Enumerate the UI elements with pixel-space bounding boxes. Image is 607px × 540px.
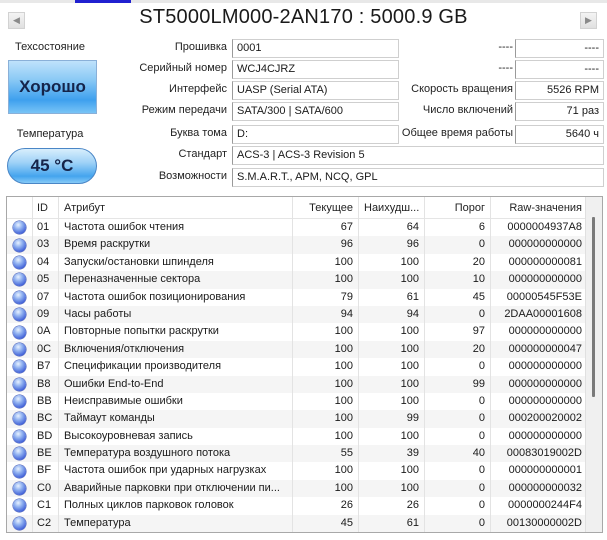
- attribute-cell: Температура: [59, 515, 293, 532]
- info-label: ----: [498, 62, 513, 74]
- status-cell: [7, 428, 33, 445]
- status-cell: [7, 236, 33, 253]
- threshold-cell: 20: [425, 341, 491, 358]
- info-value-field[interactable]: 5526 RPM: [515, 81, 604, 100]
- table-row[interactable]: [7, 289, 602, 306]
- status-good-circle-icon: [13, 378, 26, 391]
- status-cell: [7, 306, 33, 323]
- threshold-cell: 97: [425, 323, 491, 340]
- status-good-circle-icon: [13, 308, 26, 321]
- attribute-cell: Спецификации производителя: [59, 358, 293, 375]
- threshold-cell: 0: [425, 236, 491, 253]
- table-row[interactable]: [7, 254, 602, 271]
- status-cell: [7, 393, 33, 410]
- attribute-cell: Частота ошибок чтения: [59, 219, 293, 236]
- current-cell: 100: [293, 393, 359, 410]
- status-cell: [7, 445, 33, 462]
- raw-cell: 000000000047: [508, 342, 582, 355]
- raw-cell: 000000000000: [508, 429, 582, 442]
- status-cell: [7, 376, 33, 393]
- current-cell: 45: [293, 515, 359, 532]
- id-cell: BC: [33, 410, 59, 427]
- table-row[interactable]: [7, 306, 602, 323]
- id-cell: 01: [33, 219, 59, 236]
- worst-cell: 100: [359, 428, 425, 445]
- id-cell: BD: [33, 428, 59, 445]
- attribute-cell: Таймаут команды: [59, 410, 293, 427]
- info-value-field[interactable]: SATA/300 | SATA/600: [232, 102, 399, 121]
- current-cell: 55: [293, 445, 359, 462]
- current-cell: 79: [293, 289, 359, 306]
- table-row[interactable]: [7, 515, 602, 532]
- attribute-cell: Часы работы: [59, 306, 293, 323]
- attribute-cell: Повторные попытки раскрутки: [59, 323, 293, 340]
- id-cell: 0A: [33, 323, 59, 340]
- id-cell: BF: [33, 462, 59, 479]
- health-status-label: Техсостояние: [15, 41, 85, 53]
- table-row[interactable]: [7, 480, 602, 497]
- id-cell: C2: [33, 515, 59, 532]
- table-row[interactable]: [7, 358, 602, 375]
- raw-cell: 000000000032: [508, 481, 582, 494]
- info-label: Режим передачи: [141, 104, 227, 116]
- raw-cell: 00000545F53E: [506, 290, 582, 303]
- raw-cell: 00130000002D: [506, 516, 582, 529]
- current-cell: 100: [293, 358, 359, 375]
- status-good-circle-icon: [13, 360, 26, 373]
- raw-cell: 000000000000: [508, 273, 582, 286]
- id-cell: 03: [33, 236, 59, 253]
- status-good-circle-icon: [13, 256, 26, 269]
- raw-cell: 000000000000: [508, 238, 582, 251]
- col-header-worst[interactable]: Наихудш...: [359, 197, 425, 219]
- table-row[interactable]: [7, 445, 602, 462]
- info-value-field[interactable]: 0001: [232, 39, 399, 58]
- threshold-cell: 0: [425, 462, 491, 479]
- table-row[interactable]: [7, 376, 602, 393]
- worst-cell: 39: [359, 445, 425, 462]
- attribute-cell: Частота ошибок позиционирования: [59, 289, 293, 306]
- status-cell: [7, 358, 33, 375]
- table-row[interactable]: [7, 236, 602, 253]
- attribute-cell: Аварийные парковки при отключении пи...: [59, 480, 293, 497]
- next-disk-button[interactable]: [580, 12, 597, 29]
- status-good-circle-icon: [13, 499, 26, 512]
- worst-cell: 100: [359, 393, 425, 410]
- info-label: Общее время работы: [401, 127, 513, 139]
- temperature-button[interactable]: 45 °C: [7, 148, 97, 184]
- status-good-circle-icon: [13, 447, 26, 460]
- status-good-circle-icon: [13, 326, 26, 339]
- table-row[interactable]: [7, 393, 602, 410]
- table-header: [7, 197, 602, 219]
- worst-cell: 61: [359, 515, 425, 532]
- status-good-circle-icon: [13, 430, 26, 443]
- info-label: ----: [498, 41, 513, 53]
- attribute-cell: Частота ошибок при ударных нагрузках: [59, 462, 293, 479]
- id-cell: 07: [33, 289, 59, 306]
- current-cell: 94: [293, 306, 359, 323]
- col-header-current[interactable]: Текущее: [293, 197, 359, 219]
- status-cell: [7, 219, 33, 236]
- status-cell: [7, 497, 33, 514]
- info-label: Возможности: [158, 170, 227, 182]
- temperature-label: Температура: [16, 128, 84, 140]
- info-label: Стандарт: [178, 148, 227, 160]
- raw-cell: 000000000000: [508, 394, 582, 407]
- raw-cell: 00083019002D: [506, 447, 582, 460]
- health-status-button[interactable]: Хорошо: [8, 60, 97, 114]
- table-row[interactable]: [7, 462, 602, 479]
- info-value-field[interactable]: S.M.A.R.T., APM, NCQ, GPL: [232, 168, 604, 187]
- active-disk-tab-indicator[interactable]: [75, 0, 131, 3]
- id-cell: C1: [33, 497, 59, 514]
- threshold-cell: 0: [425, 480, 491, 497]
- id-cell: 04: [33, 254, 59, 271]
- col-header-status[interactable]: [7, 197, 33, 219]
- attribute-cell: Высокоуровневая запись: [59, 428, 293, 445]
- current-cell: 67: [293, 219, 359, 236]
- info-label: Буква тома: [170, 127, 227, 139]
- raw-cell: 000200020002: [508, 412, 582, 425]
- table-row[interactable]: [7, 271, 602, 288]
- worst-cell: 26: [359, 497, 425, 514]
- current-cell: 100: [293, 323, 359, 340]
- status-good-circle-icon: [13, 465, 26, 478]
- raw-cell: 0000000244F4: [507, 499, 582, 512]
- status-good-circle-icon: [13, 221, 26, 234]
- attribute-cell: Запуски/остановки шпинделя: [59, 254, 293, 271]
- id-cell: B8: [33, 376, 59, 393]
- status-cell: [7, 289, 33, 306]
- info-value-field[interactable]: 71 раз: [515, 102, 604, 121]
- scrollbar-thumb[interactable]: [592, 217, 595, 397]
- worst-cell: 64: [359, 219, 425, 236]
- threshold-cell: 6: [425, 219, 491, 236]
- info-value-field[interactable]: WCJ4CJRZ: [232, 60, 399, 79]
- worst-cell: 100: [359, 254, 425, 271]
- worst-cell: 100: [359, 462, 425, 479]
- status-good-circle-icon: [13, 273, 26, 286]
- worst-cell: 100: [359, 271, 425, 288]
- worst-cell: 100: [359, 341, 425, 358]
- status-cell: [7, 323, 33, 340]
- worst-cell: 100: [359, 480, 425, 497]
- raw-cell: 000000000081: [508, 255, 582, 268]
- info-value-field[interactable]: ACS-3 | ACS-3 Revision 5: [232, 146, 604, 165]
- current-cell: 100: [293, 376, 359, 393]
- attribute-cell: Переназначенные сектора: [59, 271, 293, 288]
- disk-title: ST5000LM000-2AN170 : 5000.9 GB: [139, 6, 468, 28]
- attribute-cell: Температура воздушного потока: [59, 445, 293, 462]
- status-cell: [7, 462, 33, 479]
- table-row[interactable]: [7, 410, 602, 427]
- current-cell: 100: [293, 254, 359, 271]
- info-value-field[interactable]: ----: [515, 60, 604, 79]
- status-good-circle-icon: [13, 239, 26, 252]
- info-label: Серийный номер: [139, 62, 227, 74]
- worst-cell: 100: [359, 376, 425, 393]
- id-cell: 0C: [33, 341, 59, 358]
- raw-cell: 2DAA00001608: [504, 307, 582, 320]
- threshold-cell: 20: [425, 254, 491, 271]
- attribute-cell: Включения/отключения: [59, 341, 293, 358]
- raw-cell: 000000000000: [508, 325, 582, 338]
- table-row[interactable]: [7, 219, 602, 236]
- info-value-field[interactable]: UASP (Serial ATA): [232, 81, 399, 100]
- threshold-cell: 0: [425, 306, 491, 323]
- status-good-circle-icon: [13, 412, 26, 425]
- threshold-cell: 99: [425, 376, 491, 393]
- attribute-cell: Неисправимые ошибки: [59, 393, 293, 410]
- id-cell: 05: [33, 271, 59, 288]
- current-cell: 26: [293, 497, 359, 514]
- raw-cell: 0000004937A8: [507, 221, 582, 233]
- table-body: [7, 219, 602, 532]
- col-header-threshold[interactable]: Порог: [425, 197, 491, 219]
- col-header-id[interactable]: ID: [33, 197, 59, 219]
- worst-cell: 61: [359, 289, 425, 306]
- status-cell: [7, 341, 33, 358]
- threshold-cell: 45: [425, 289, 491, 306]
- status-cell: [7, 515, 33, 532]
- current-cell: 100: [293, 462, 359, 479]
- id-cell: BB: [33, 393, 59, 410]
- col-header-attribute[interactable]: Атрибут: [59, 197, 293, 219]
- threshold-cell: 0: [425, 428, 491, 445]
- id-cell: C0: [33, 480, 59, 497]
- status-good-circle-icon: [13, 482, 26, 495]
- status-cell: [7, 410, 33, 427]
- table-row[interactable]: [7, 497, 602, 514]
- status-good-circle-icon: [13, 517, 26, 530]
- threshold-cell: 0: [425, 358, 491, 375]
- info-label: Число включений: [422, 104, 513, 116]
- table-row[interactable]: [7, 428, 602, 445]
- worst-cell: 99: [359, 410, 425, 427]
- status-cell: [7, 271, 33, 288]
- attribute-cell: Ошибки End-to-End: [59, 376, 293, 393]
- current-cell: 100: [293, 341, 359, 358]
- col-header-raw[interactable]: Raw-значения: [509, 202, 582, 214]
- table-row[interactable]: [7, 341, 602, 358]
- arrow-right-icon: ▶: [585, 15, 592, 26]
- worst-cell: 100: [359, 358, 425, 375]
- worst-cell: 94: [359, 306, 425, 323]
- current-cell: 100: [293, 410, 359, 427]
- current-cell: 96: [293, 236, 359, 253]
- info-value-field[interactable]: D:: [232, 125, 399, 144]
- worst-cell: 100: [359, 323, 425, 340]
- smart-attributes-table: [6, 196, 603, 533]
- id-cell: B7: [33, 358, 59, 375]
- threshold-cell: 40: [425, 445, 491, 462]
- table-row[interactable]: [7, 323, 602, 340]
- table-scrollbar[interactable]: [585, 197, 602, 532]
- threshold-cell: 0: [425, 410, 491, 427]
- threshold-cell: 0: [425, 497, 491, 514]
- status-good-circle-icon: [13, 395, 26, 408]
- id-cell: BE: [33, 445, 59, 462]
- info-label: Интерфейс: [169, 83, 227, 95]
- attribute-cell: Время раскрутки: [59, 236, 293, 253]
- info-value-field[interactable]: ----: [515, 39, 604, 58]
- threshold-cell: 10: [425, 271, 491, 288]
- info-label: Прошивка: [174, 41, 227, 53]
- raw-cell: 000000000000: [508, 377, 582, 390]
- attribute-cell: Полных циклов парковок головок: [59, 497, 293, 514]
- raw-cell: 000000000001: [508, 464, 582, 477]
- info-value-field[interactable]: 5640 ч: [515, 125, 604, 144]
- status-good-circle-icon: [13, 343, 26, 356]
- worst-cell: 96: [359, 236, 425, 253]
- info-label: Скорость вращения: [411, 83, 513, 95]
- id-cell: 09: [33, 306, 59, 323]
- current-cell: 100: [293, 428, 359, 445]
- current-cell: 100: [293, 271, 359, 288]
- raw-cell: 000000000000: [508, 360, 582, 373]
- current-cell: 100: [293, 480, 359, 497]
- threshold-cell: 0: [425, 515, 491, 532]
- arrow-left-icon: ◀: [13, 15, 20, 26]
- status-good-circle-icon: [13, 291, 26, 304]
- status-cell: [7, 254, 33, 271]
- status-cell: [7, 480, 33, 497]
- threshold-cell: 0: [425, 393, 491, 410]
